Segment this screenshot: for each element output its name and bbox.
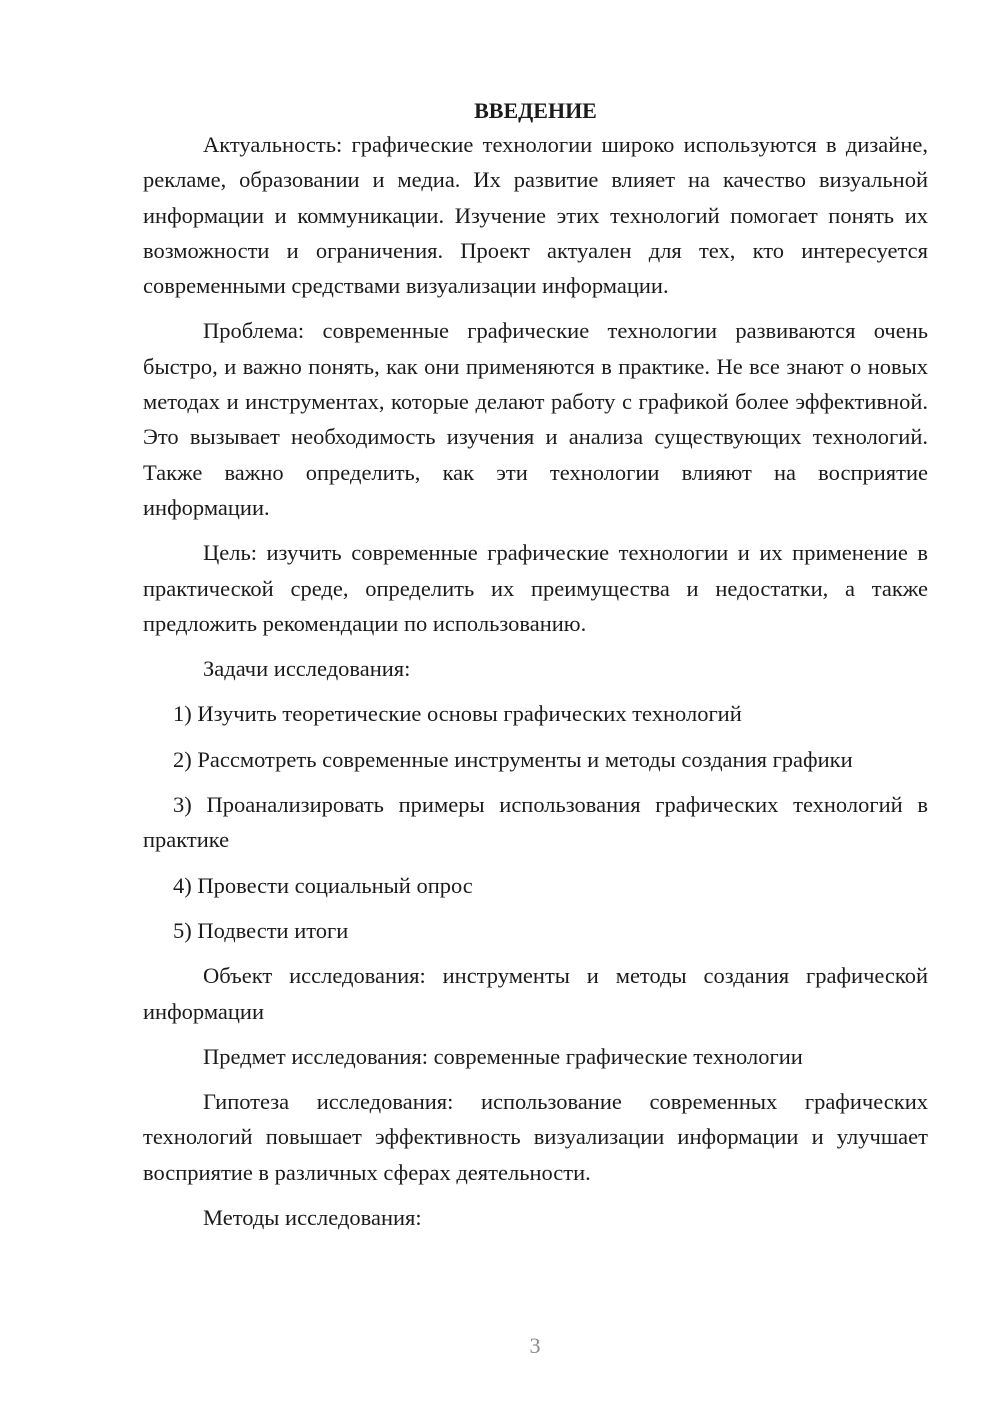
paragraph-hypothesis: Гипотеза исследования: использование современных графических технологий повышает эффективность визуализации информации и улучшает восприятие в различных сферах деятельности. <box>143 1089 928 1185</box>
paragraph-goal: Цель: изучить современные графические технологии и их применение в практической среде, определить их преимущества и недостатки, а также предложить рекомендации по использованию. <box>143 540 928 636</box>
task-item-3: 3) Проанализировать примеры использования графических технологий в практике <box>143 792 928 853</box>
paragraph-relevance: Актуальность: графические технологии широко используются в дизайне, рекламе, образовании и медиа. Их развитие влияет на качество визуальной информации и коммуникации. Изучение этих технологий помогает понять их возможности и ограничения. Проект актуален для тех, кто интересуется современными средствами визуализации информации. <box>143 132 928 299</box>
page-number: 3 <box>529 1333 541 1358</box>
task-item-2: 2) Рассмотреть современные инструменты и методы создания графики <box>173 746 853 772</box>
methods-heading: Методы исследования: <box>203 1205 422 1231</box>
document-page <box>143 94 928 1245</box>
page-title: ВВЕДЕНИЕ <box>474 98 597 123</box>
task-item-1: 1) Изучить теоретические основы графических технологий <box>173 701 742 727</box>
tasks-heading: Задачи исследования: <box>203 656 411 682</box>
paragraph-subject: Предмет исследования: современные графические технологии <box>203 1043 803 1069</box>
task-item-5: 5) Подвести итоги <box>173 917 349 943</box>
paragraph-object: Объект исследования: инструменты и методы создания графической информации <box>143 963 928 1024</box>
task-item-4: 4) Провести социальный опрос <box>173 872 473 898</box>
paragraph-problem: Проблема: современные графические технологии развиваются очень быстро, и важно понять, как они применяются в практике. Не все знают о новых методах и инструментах, которые делают работу с графикой более эффективной. Это вызывает необходимость изучения и анализа существующих технологий. Также важно определить, как эти технологии влияют на восприятие информации. <box>143 318 928 520</box>
